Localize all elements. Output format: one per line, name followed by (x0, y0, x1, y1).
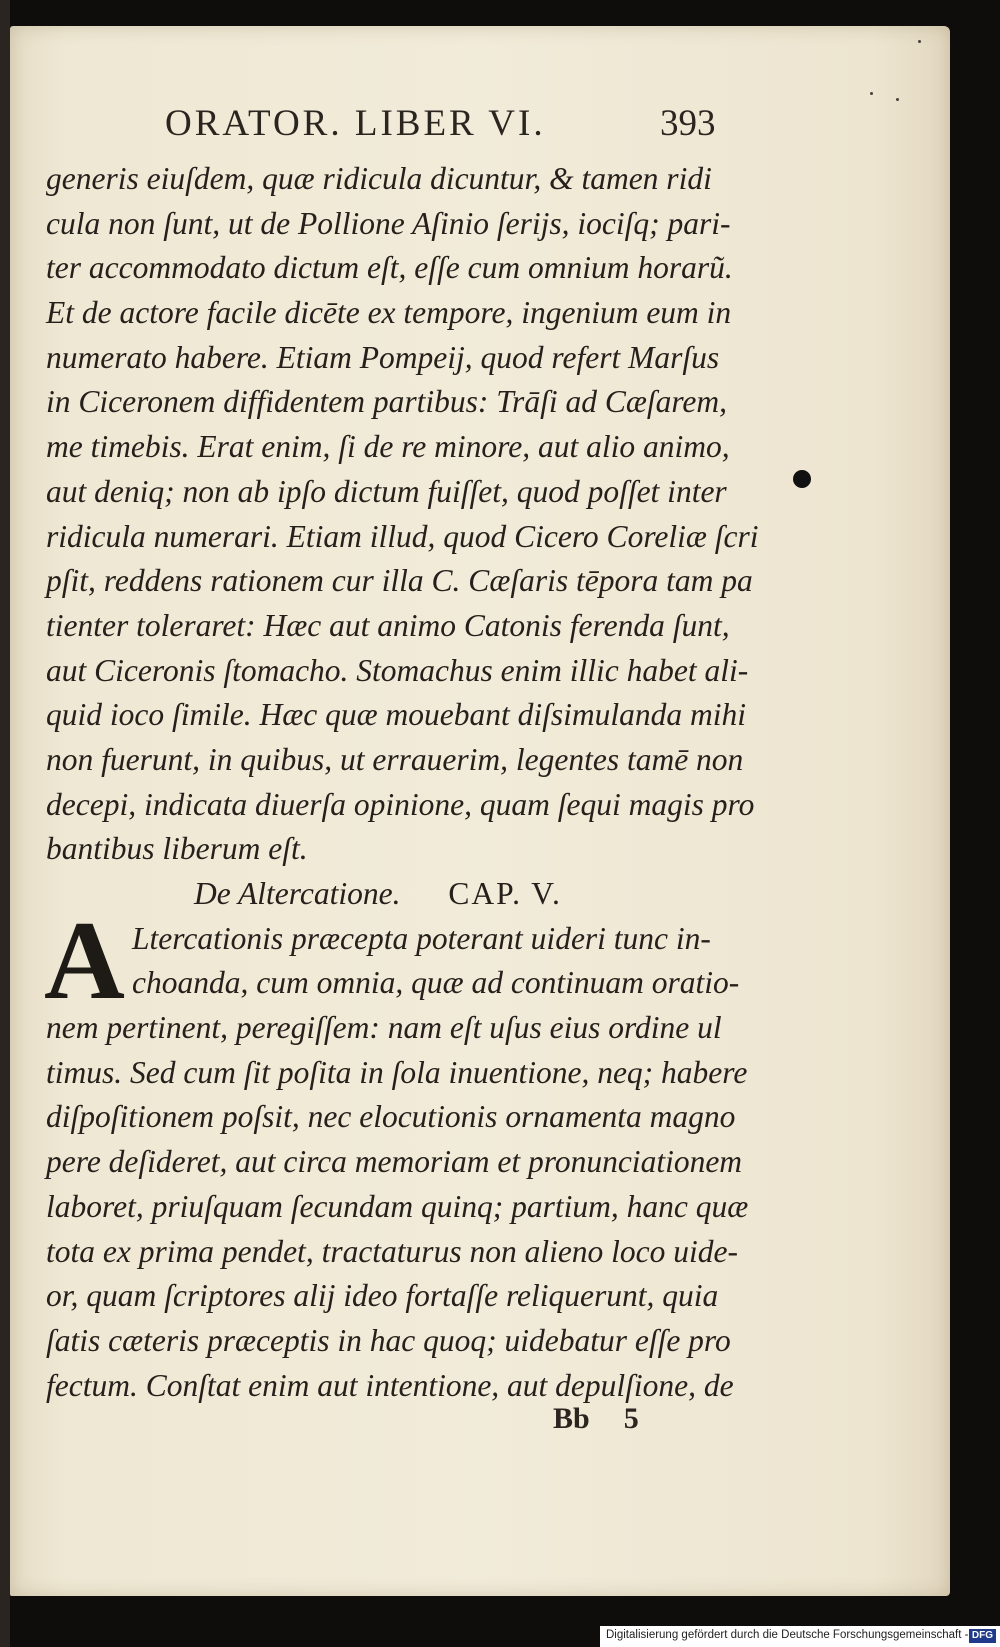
page-header (155, 82, 735, 142)
text-block (44, 157, 759, 1408)
text-line: in Ciceronem diffidentem partibus: Trāſi ad Cæſarem, (46, 384, 728, 420)
page-number: 393 (660, 103, 716, 144)
drop-cap-initial: A (44, 898, 125, 1023)
text-line: fectum. Conſtat enim aut intentione, aut depulſione, de (46, 1367, 734, 1403)
digitization-credit-bar (600, 1626, 1000, 1647)
text-line: ſatis cæteris præceptis in hac quoq; uidebatur eſſe pro (46, 1322, 731, 1358)
text-line: diſpoſitionem poſsit, nec elocutionis ornamenta magno (46, 1099, 736, 1135)
text-line: or, quam ſcriptores alij ideo fortaſſe reliquerunt, quia (46, 1278, 719, 1314)
paper-speck (896, 98, 899, 101)
paper-speck (870, 92, 873, 95)
text-line: aut deniq; non ab ipſo dictum fuiſſet, quod poſſet inter (46, 473, 727, 509)
chapter-number: CAP. V. (448, 876, 562, 911)
paper-speck (918, 40, 921, 43)
running-head: ORATOR. LIBER VI. (165, 103, 546, 144)
text-line: quid ioco ſimile. Hæc quæ mouebant diſsimulanda mihi (46, 697, 746, 733)
text-line: Ltercationis præcepta poterant uideri tunc in- (132, 920, 711, 956)
text-line: decepi, indicata diuerſa opinione, quam ſequi magis pro (46, 786, 755, 822)
chapter-title: De Altercatione. (194, 876, 401, 911)
text-line: pere deſideret, aut circa memoriam et pronunciationem (46, 1144, 743, 1180)
chapter-heading (46, 872, 746, 917)
text-line: me timebis. Erat enim, ſi de re minore, aut alio animo, (46, 429, 730, 465)
text-line: tienter toleraret: Hæc aut animo Catonis ferenda ſunt, (46, 607, 730, 643)
text-line: aut Ciceronis ſtomacho. Stomachus enim illic habet ali- (46, 652, 749, 688)
text-line: generis eiuſdem, quæ ridicula dicuntur, & tamen ridi (46, 161, 712, 196)
ink-blot (793, 470, 811, 488)
text-line: laboret, priuſquam ſecundam quinq; partium, hanc quæ (46, 1188, 749, 1224)
text-line: bantibus liberum eſt. (46, 831, 308, 867)
book-binding-edge (0, 0, 10, 1647)
text-line: ter accommodato dictum eſt, eſſe cum omnium horarũ. (46, 250, 733, 286)
dfg-logo: DFG (969, 1629, 996, 1643)
text-line: choanda, cum omnia, quæ ad continuam oratio- (132, 965, 740, 1001)
digitization-credit: Digitalisierung gefördert durch die Deutsche Forschungsgemeinschaft - (606, 1629, 969, 1641)
text-line: non fuerunt, in quibus, ut errauerim, legentes tamē non (46, 741, 744, 777)
signature-mark (553, 1402, 639, 1436)
text-line: nem pertinent, peregiſſem: nam eſt uſus eius ordine ul (46, 1010, 722, 1046)
text-line: cula non ſunt, ut de Pollione Aſinio ſerijs, iociſq; pari- (46, 205, 731, 241)
text-line: timus. Sed cum ſit poſita in ſola inuentione, neq; habere (46, 1054, 748, 1090)
text-line: tota ex prima pendet, tractaturus non alieno loco uide- (46, 1233, 739, 1269)
text-line: numerato habere. Etiam Pompeij, quod refert Marſus (46, 339, 720, 375)
text-line: pſit, reddens rationem cur illa C. Cæſaris tēpora tam pa (46, 563, 753, 599)
signature-number: 5 (623, 1402, 639, 1435)
text-line: Et de actore facile dicēte ex tempore, ingenium eum in (46, 295, 732, 331)
signature-letters: Bb (553, 1402, 590, 1435)
text-line: ridicula numerari. Etiam illud, quod Cicero Coreliæ ſcri (46, 518, 759, 554)
chapter-opening (44, 898, 746, 1023)
